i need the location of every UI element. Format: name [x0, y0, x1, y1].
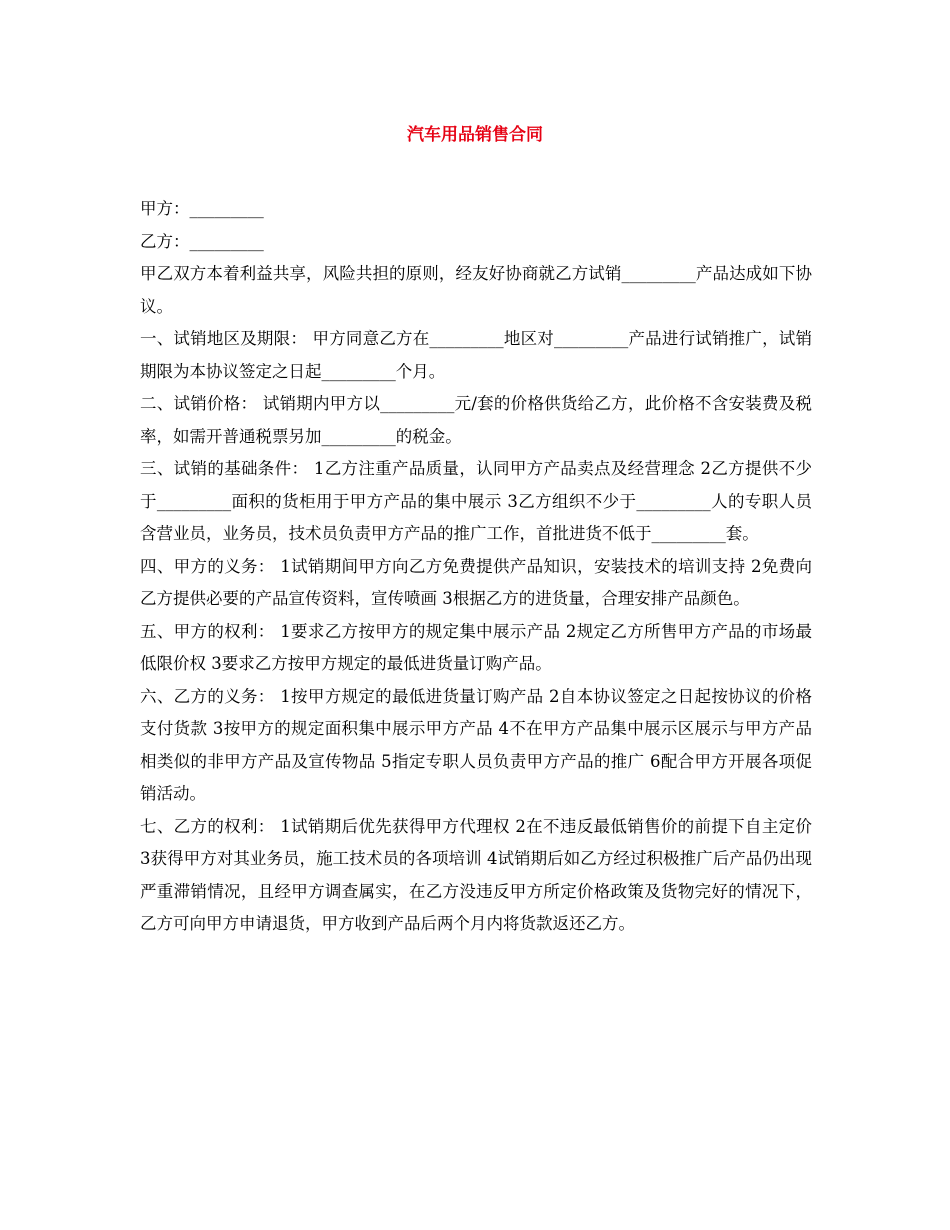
document-title: 汽车用品销售合同: [407, 125, 543, 145]
clause-3-basic-conditions: 三、试销的基础条件： 1乙方注重产品质量，认同甲方产品卖点及经营理念 2乙方提供不少于_________面积的货柜用于甲方产品的集中展示 3乙方组织不少于_________人的专职人员含营业员，业务员，技术员负责甲方产品的推广工作，首批进货不低于_________套。: [140, 459, 812, 543]
clause-7-party-b-rights: 七、乙方的权利： 1试销期后优先获得甲方代理权 2在不违反最低销售价的前提下自主定价 3获得甲方对其业务员，施工技术员的各项培训 4试销期后如乙方经过积极推广后产品仍出现严重滞销情况，且经甲方调查属实，在乙方没违反甲方所定价格政策及货物完好的情况下，乙方可向甲方申请退货，甲方收到产品后两个月内将货款返还乙方。: [140, 816, 812, 933]
party-a-line: 甲方：_________: [140, 199, 264, 218]
clause-5-party-a-rights: 五、甲方的权利： 1要求乙方按甲方的规定集中展示产品 2规定乙方所售甲方产品的市场最低限价权 3要求乙方按甲方规定的最低进货量订购产品。: [140, 621, 812, 673]
clause-2-trial-price: 二、试销价格： 试销期内甲方以_________元/套的价格供货给乙方，此价格不含安装费及税率，如需开普通税票另加_________的税金。: [140, 394, 812, 446]
contract-body: [140, 193, 812, 941]
clause-4-party-a-obligations: 四、甲方的义务： 1试销期间甲方向乙方免费提供产品知识，安装技术的培训支持 2免费向乙方提供必要的产品宣传资料，宣传喷画 3根据乙方的进货量，合理安排产品颜色。: [140, 556, 812, 608]
preamble-paragraph: 甲乙双方本着利益共享，风险共担的原则，经友好协商就乙方试销_________产品达成如下协议。: [140, 264, 812, 316]
clause-1-trial-region-period: 一、试销地区及期限： 甲方同意乙方在_________地区对_________产品进行试销推广，试销期限为本协议签定之日起_________个月。: [140, 329, 812, 381]
party-b-line: 乙方：_________: [140, 231, 264, 251]
clause-6-party-b-obligations: 六、乙方的义务： 1按甲方规定的最低进货量订购产品 2自本协议签定之日起按协议的价格支付货款 3按甲方的规定面积集中展示甲方产品 4不在甲方产品集中展示区展示与甲方产品相类似的非甲方产品及宣传物品 5指定专职人员负责甲方产品的推广 6配合甲方开展各项促销活动。: [140, 686, 812, 803]
